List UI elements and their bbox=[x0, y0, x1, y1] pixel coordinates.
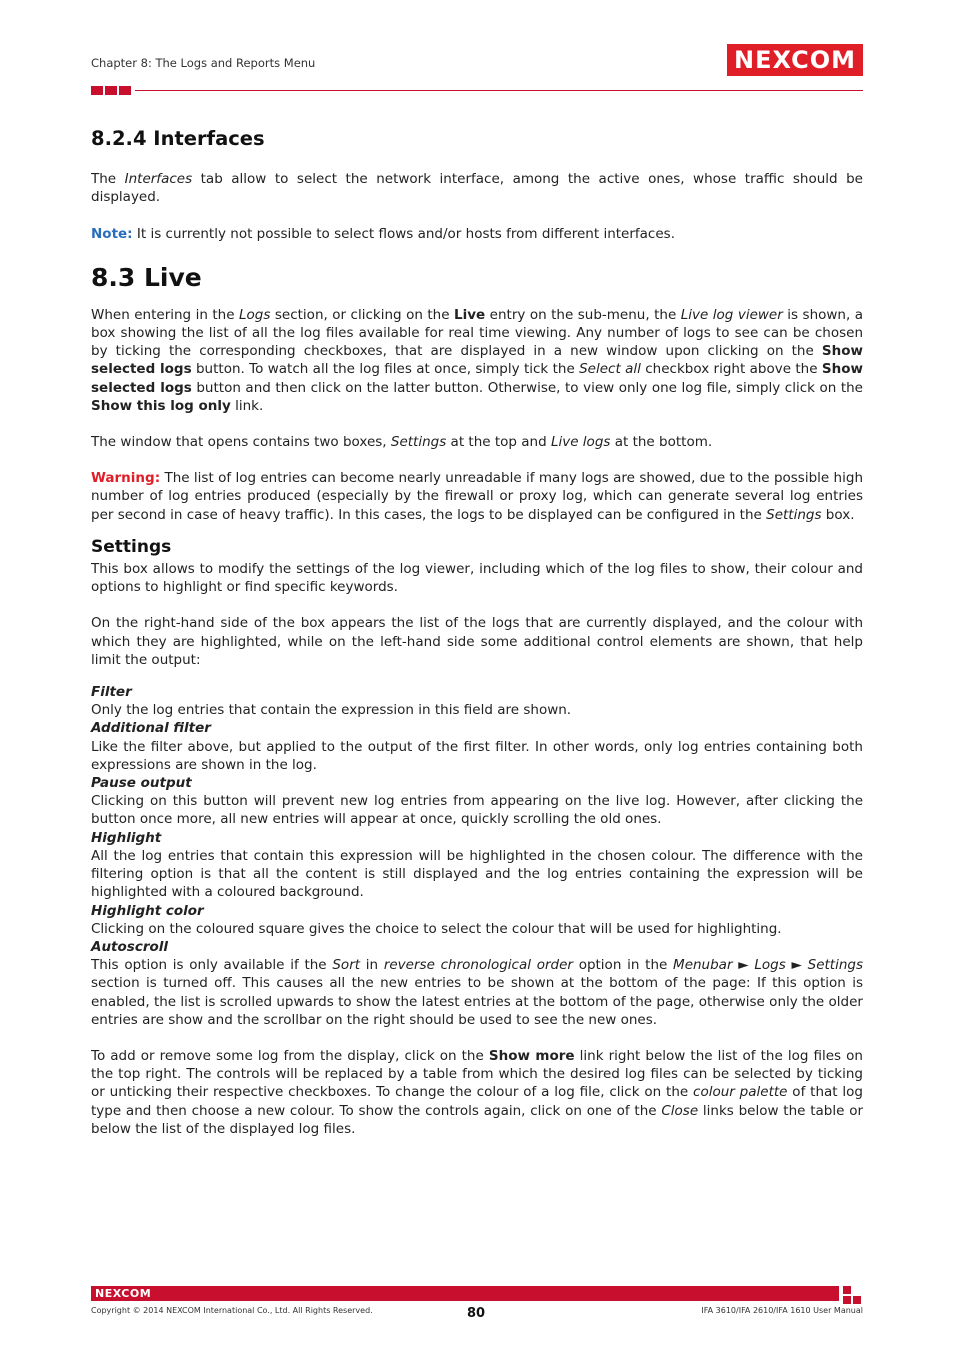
term-autoscroll: Autoscroll bbox=[91, 938, 169, 955]
chapter-title: Chapter 8: The Logs and Reports Menu bbox=[91, 56, 316, 70]
live-paragraph-1: When entering in the Logs section, or clicking on the Live entry on the sub-menu, the Live log viewer is shown, a box showing the list of all the log files available for real time viewing. Any number of logs to see can be chosen by ticking the corresponding checkboxes, that are displayed in a new window upon clicking on the Show selected logs button. To watch all the log files at once, simply tick the Select all checkbox right above the Show selected logs button and then click on the latter button. Otherwise, to view only one log file, simply click on the Show this log only link. bbox=[91, 306, 864, 414]
desc-filter: Only the log entries that contain the expression in this field are shown. bbox=[91, 702, 572, 719]
section-heading-live: 8.3 Live bbox=[91, 262, 202, 292]
footer-nexcom-logo: NEXCOM bbox=[95, 1287, 152, 1300]
warning-label: Warning: bbox=[91, 470, 161, 487]
footer-square bbox=[853, 1296, 861, 1304]
footer-bar bbox=[91, 1286, 839, 1301]
note-label: Note: bbox=[91, 225, 133, 242]
header-accent-blocks bbox=[91, 86, 131, 95]
manual-title: IFA 3610/IFA 2610/IFA 1610 User Manual bbox=[701, 1306, 863, 1315]
footer-square bbox=[843, 1286, 851, 1294]
live-paragraph-2: The window that opens contains two boxes, Settings at the top and Live logs at the bottom. bbox=[91, 434, 713, 451]
desc-highlight-color: Clicking on the coloured square gives the choice to select the colour that will be used for highlighting. bbox=[91, 920, 782, 937]
nexcom-logo: NEXCOM bbox=[727, 44, 863, 76]
copyright: Copyright © 2014 NEXCOM International Co., Ltd. All Rights Reserved. bbox=[91, 1306, 373, 1315]
desc-additional-filter: Like the filter above, but applied to the output of the first filter. In other words, only log entries containing both expressions are shown in the log. bbox=[91, 738, 863, 773]
term-pause-output: Pause output bbox=[91, 775, 192, 792]
term-additional-filter: Additional filter bbox=[91, 720, 211, 737]
page-number: 80 bbox=[467, 1306, 486, 1321]
term-highlight: Highlight bbox=[91, 829, 162, 846]
page-content bbox=[91, 127, 864, 1138]
live-warning: Warning: The list of log entries can become nearly unreadable if many logs are showed, due to the possible high number of log entries produced (especially by the firewall or proxy log, which can generate several log entries per second in case of heavy traffic). In this cases, the logs to be displayed can be configured in the Settings box. bbox=[91, 470, 863, 523]
desc-highlight: All the log entries that contain this expression will be highlighted in the chosen colour. The difference with the filtering option is that all the content is still displayed and the log entries containing the expression will be highlighted with a coloured background. bbox=[91, 847, 863, 901]
term-highlight-color: Highlight color bbox=[91, 902, 204, 919]
interfaces-paragraph: The Interfaces tab allow to select the network interface, among the active ones, whose traffic should be displayed. bbox=[91, 171, 863, 206]
footer-square bbox=[843, 1296, 851, 1304]
term-filter: Filter bbox=[91, 684, 132, 701]
settings-final-paragraph: To add or remove some log from the display, click on the Show more link right below the list of the log files on the top right. The controls will be replaced by a table from which the desired log files can be selected by ticking or unticking their respective checkboxes. To change the colour of a log file, click on the colour palette of that log type and then choose a new colour. To show the controls again, click on one of the Close links below the table or below the list of the displayed log files. bbox=[91, 1047, 864, 1137]
section-heading-interfaces: 8.2.4 Interfaces bbox=[91, 127, 265, 150]
header-rule bbox=[135, 90, 863, 91]
settings-paragraph-1: This box allows to modify the settings of the log viewer, including which of the log files to show, their colour and options to highlight or find specific keywords. bbox=[91, 561, 863, 596]
desc-autoscroll: This option is only available if the Sort in reverse chronological order option in the Menubar ► Logs ► Settings section is turned off. This causes all the new entries to be shown at the bottom of the page: If this option is enabled, the list is scrolled upwards to show the latest entries at the bottom of the page, otherwise only the older entries are show and the scrollbar on the right should be used to see the new ones. bbox=[91, 957, 863, 1028]
desc-pause-output: Clicking on this button will prevent new log entries from appearing on the live log. However, after clicking the button once more, all new entries will appear at once, quickly scrolling the old ones. bbox=[91, 793, 863, 828]
interfaces-note: Note: It is currently not possible to select flows and/or hosts from different interfaces. bbox=[91, 225, 675, 242]
subheading-settings: Settings bbox=[91, 536, 172, 557]
settings-paragraph-2: On the right-hand side of the box appears the list of the logs that are currently displayed, and the colour with which they are highlighted, while on the left-hand side some additional control elements are shown, that help limit the output: bbox=[91, 615, 863, 668]
